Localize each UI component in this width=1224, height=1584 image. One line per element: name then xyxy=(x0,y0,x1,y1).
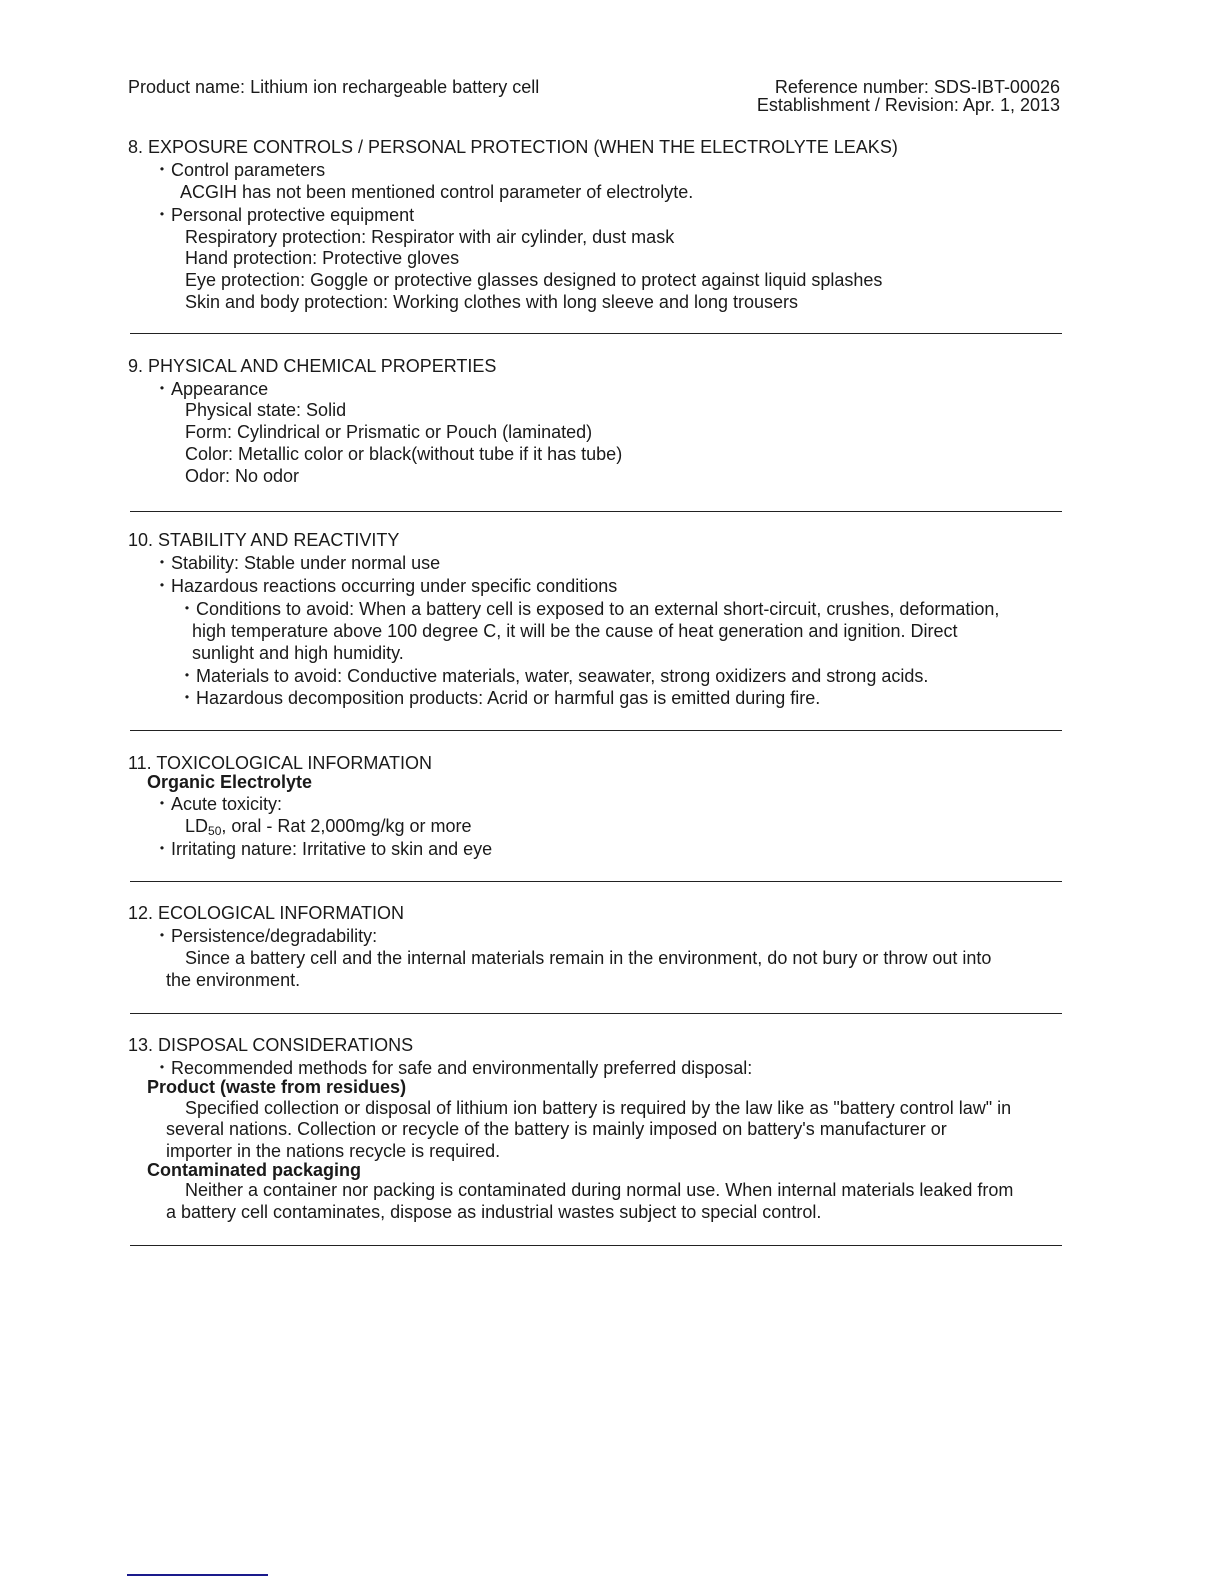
paragraph: Odor: No odor xyxy=(185,466,300,486)
paragraph: Physical state: Solid xyxy=(185,400,347,420)
section-title: 13. DISPOSAL CONSIDERATIONS xyxy=(128,1035,414,1055)
paragraph: sunlight and high humidity. xyxy=(192,643,404,663)
ld-subscript: 50 xyxy=(208,824,222,838)
footnote-rule xyxy=(127,1574,268,1576)
subheading: Contaminated packaging xyxy=(147,1160,362,1180)
revision-date: Establishment / Revision: Apr. 1, 2013 xyxy=(756,95,1060,115)
paragraph: several nations. Collection or recycle of the battery is mainly imposed on battery's manufacturer or xyxy=(166,1119,947,1139)
paragraph: Form: Cylindrical or Prismatic or Pouch (laminated) xyxy=(185,422,593,442)
product-name: Product name: Lithium ion rechargeable battery cell xyxy=(128,77,540,97)
bullet-item: ・Hazardous decomposition products: Acrid or harmful gas is emitted during fire. xyxy=(178,688,821,708)
paragraph: Since a battery cell and the internal materials remain in the environment, do not bury or throw out into xyxy=(185,948,992,968)
section-title: 10. STABILITY AND REACTIVITY xyxy=(128,530,400,550)
bullet-item: ・Hazardous reactions occurring under specific conditions xyxy=(153,576,618,596)
bullet-item: ・Persistence/degradability: xyxy=(153,926,378,946)
bullet-item: ・Personal protective equipment xyxy=(153,205,415,225)
paragraph: Hand protection: Protective gloves xyxy=(185,248,460,268)
ld-prefix: LD xyxy=(185,816,209,836)
divider xyxy=(130,730,1062,731)
paragraph: importer in the nations recycle is required. xyxy=(166,1141,501,1161)
bullet-item: ・Conditions to avoid: When a battery cell is exposed to an external short-circuit, crushes, deformation, xyxy=(178,599,1000,619)
bullet-item: ・Appearance xyxy=(153,379,269,399)
divider xyxy=(130,1013,1062,1014)
paragraph: ACGIH has not been mentioned control parameter of electrolyte. xyxy=(180,182,694,202)
ld50-line xyxy=(185,816,471,836)
paragraph: Respiratory protection: Respirator with air cylinder, dust mask xyxy=(185,227,675,247)
divider xyxy=(130,881,1062,882)
section-title: 11. TOXICOLOGICAL INFORMATION xyxy=(128,753,433,773)
paragraph: Eye protection: Goggle or protective glasses designed to protect against liquid splashes xyxy=(185,270,883,290)
reference-number: Reference number: SDS-IBT-00026 xyxy=(774,77,1060,97)
bullet-item: ・Acute toxicity: xyxy=(153,794,283,814)
divider xyxy=(130,1245,1062,1246)
subheading: Product (waste from residues) xyxy=(147,1077,407,1097)
paragraph: a battery cell contaminates, dispose as industrial wastes subject to special control. xyxy=(166,1202,822,1222)
paragraph: Neither a container nor packing is contaminated during normal use. When internal materials leaked from xyxy=(185,1180,1014,1200)
divider xyxy=(130,333,1062,334)
section-title: 8. EXPOSURE CONTROLS / PERSONAL PROTECTION (WHEN THE ELECTROLYTE LEAKS) xyxy=(128,137,898,157)
paragraph: high temperature above 100 degree C, it will be the cause of heat generation and ignition. Direct xyxy=(192,621,958,641)
ld-rest: , oral - Rat 2,000mg/kg or more xyxy=(221,816,472,836)
bullet-item: ・Irritating nature: Irritative to skin and eye xyxy=(153,839,493,859)
bullet-item: ・Recommended methods for safe and environmentally preferred disposal: xyxy=(153,1058,753,1078)
section-title: 12. ECOLOGICAL INFORMATION xyxy=(128,903,405,923)
divider xyxy=(130,511,1062,512)
paragraph: Color: Metallic color or black(without tube if it has tube) xyxy=(185,444,623,464)
bullet-item: ・Stability: Stable under normal use xyxy=(153,553,441,573)
paragraph: Skin and body protection: Working clothes with long sleeve and long trousers xyxy=(185,292,799,312)
section-title: 9. PHYSICAL AND CHEMICAL PROPERTIES xyxy=(128,356,497,376)
paragraph: the environment. xyxy=(166,970,301,990)
subheading: Organic Electrolyte xyxy=(147,772,313,792)
paragraph: Specified collection or disposal of lithium ion battery is required by the law like as "battery control law" in xyxy=(185,1098,1012,1118)
bullet-item: ・Control parameters xyxy=(153,160,326,180)
bullet-item: ・Materials to avoid: Conductive materials, water, seawater, strong oxidizers and strong acids. xyxy=(178,666,929,686)
